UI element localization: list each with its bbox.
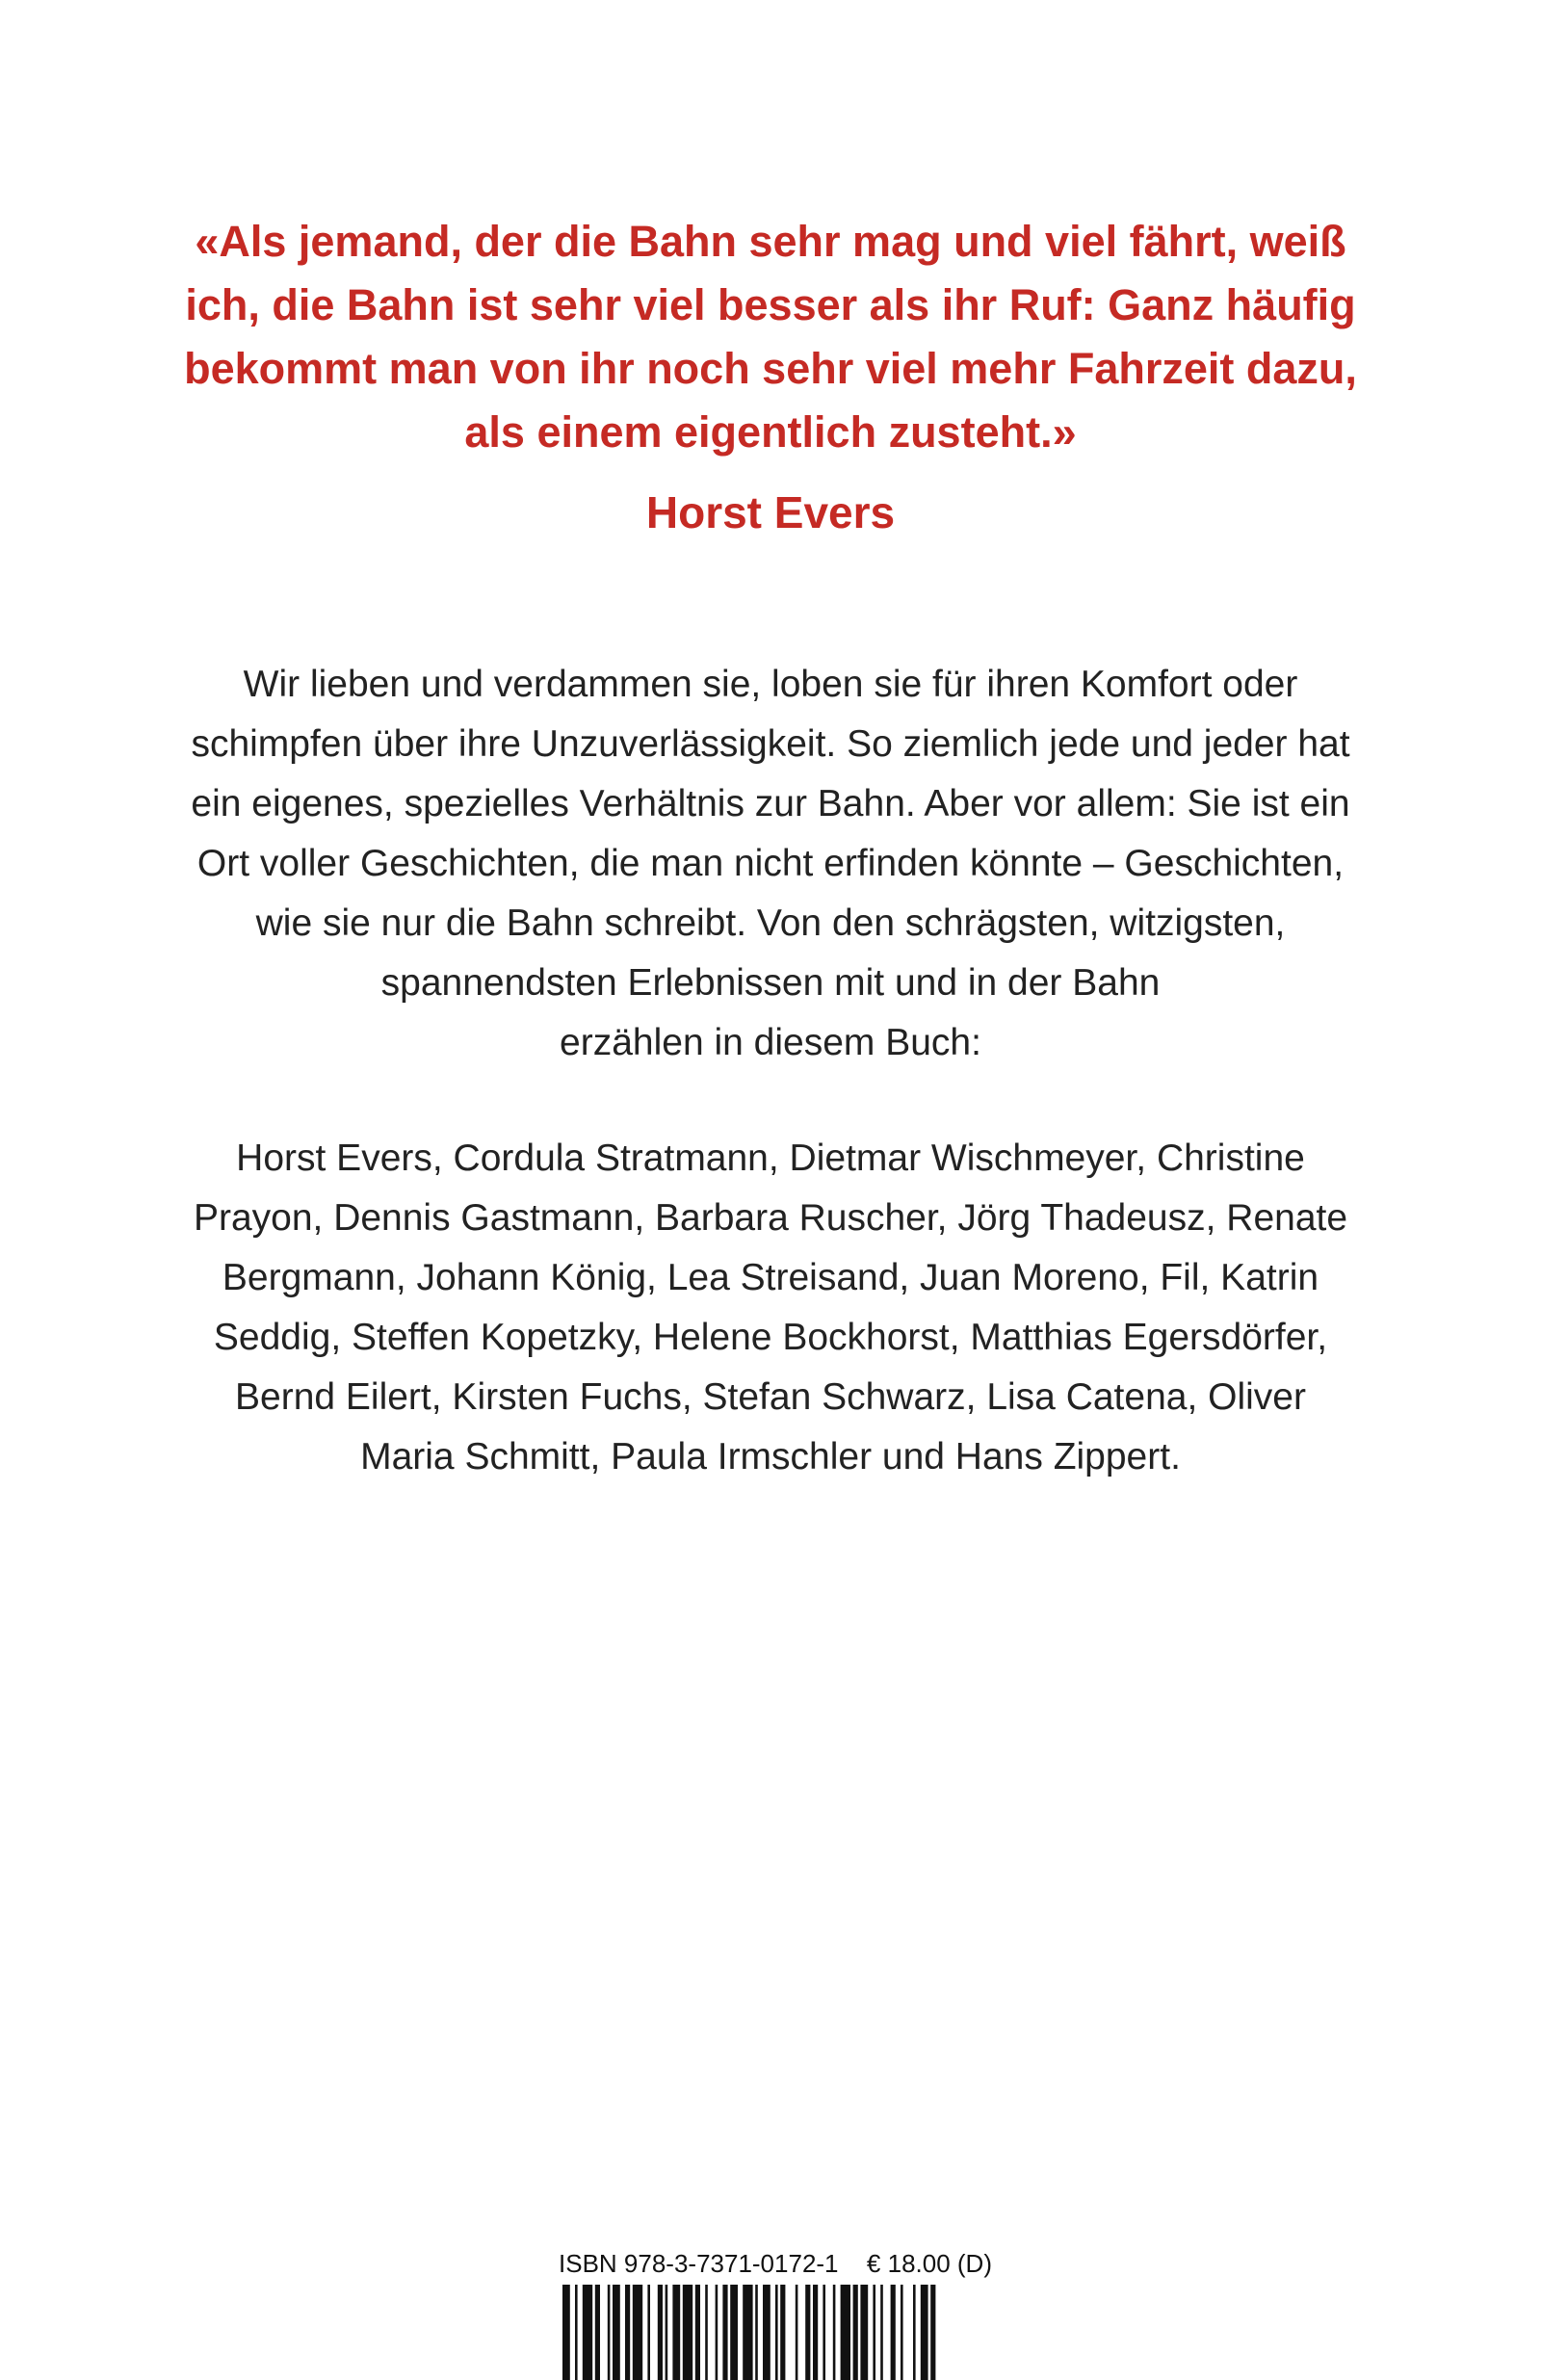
barcode-bar bbox=[672, 2285, 680, 2380]
barcode-bar bbox=[930, 2285, 935, 2380]
barcode-bar bbox=[683, 2285, 692, 2380]
barcode-bar bbox=[833, 2285, 836, 2380]
barcode-bar bbox=[625, 2285, 630, 2380]
blurb-paragraph bbox=[0, 655, 1541, 1073]
barcode-bar bbox=[775, 2285, 778, 2380]
barcode-bar bbox=[633, 2285, 642, 2380]
barcode-bar bbox=[583, 2285, 592, 2380]
blurb-line: erzählen in diesem Buch: bbox=[560, 1022, 981, 1063]
barcode-bar bbox=[658, 2285, 663, 2380]
price-label: € 18.00 (D) bbox=[866, 2248, 992, 2278]
barcode-bar bbox=[823, 2285, 825, 2380]
barcode-bar bbox=[562, 2285, 570, 2380]
barcode-bar bbox=[841, 2285, 850, 2380]
blurb-line: schimpfen über ihre Unzuverlässigkeit. So ziemlich jede und jeder hat bbox=[191, 723, 1350, 765]
blurb-line: spannendsten Erlebnissen mit und in der Bahn bbox=[380, 962, 1161, 1004]
barcode-bar bbox=[880, 2285, 883, 2380]
isbn-row bbox=[559, 2244, 992, 2283]
barcode-bar bbox=[853, 2285, 858, 2380]
barcode-bar bbox=[780, 2285, 785, 2380]
blurb-line: Ort voller Geschichten, die man nicht erfinden könnte – Geschichten, bbox=[196, 843, 1345, 884]
barcode-bar bbox=[805, 2285, 810, 2380]
quote-line: ich, die Bahn ist sehr viel besser als ihr Ruf: Ganz häufig bbox=[185, 280, 1356, 329]
quote-block bbox=[0, 210, 1541, 541]
barcode-bar bbox=[873, 2285, 875, 2380]
barcode-bar bbox=[755, 2285, 758, 2380]
barcode-bar bbox=[695, 2285, 700, 2380]
barcode-bar bbox=[796, 2285, 798, 2380]
author-list-line: Seddig, Steffen Kopetzky, Helene Bockhorst, Matthias Egersdörfer, bbox=[213, 1317, 1328, 1358]
barcode-bar bbox=[608, 2285, 611, 2380]
barcode-bar bbox=[613, 2285, 620, 2380]
author-list-line: Maria Schmitt, Paula Irmschler und Hans Zippert. bbox=[360, 1436, 1181, 1478]
barcode-bar bbox=[730, 2285, 738, 2380]
barcode-bar bbox=[666, 2285, 668, 2380]
barcode-bar bbox=[763, 2285, 770, 2380]
quote-line: bekommt man von ihr noch sehr viel mehr Fahrzeit dazu, bbox=[184, 344, 1357, 393]
barcode-icon bbox=[562, 2285, 965, 2380]
barcode-bar bbox=[743, 2285, 752, 2380]
barcode-bar bbox=[722, 2285, 727, 2380]
author-list-line: Bernd Eilert, Kirsten Fuchs, Stefan Schwarz, Lisa Catena, Oliver bbox=[235, 1376, 1306, 1418]
barcode-bar bbox=[860, 2285, 868, 2380]
blurb-line: ein eigenes, spezielles Verhältnis zur Bahn. Aber vor allem: Sie ist ein bbox=[191, 783, 1350, 824]
barcode-bar bbox=[575, 2285, 578, 2380]
author-list-line: Prayon, Dennis Gastmann, Barbara Ruscher, Jörg Thadeusz, Renate bbox=[193, 1197, 1348, 1239]
author-list-line: Bergmann, Johann König, Lea Streisand, Juan Moreno, Fil, Katrin bbox=[222, 1257, 1319, 1298]
barcode-bar bbox=[921, 2285, 928, 2380]
isbn-label: ISBN 978-3-7371-0172-1 bbox=[559, 2248, 839, 2278]
barcode-bar bbox=[705, 2285, 708, 2380]
barcode-bar bbox=[901, 2285, 903, 2380]
barcode-bar bbox=[595, 2285, 600, 2380]
quote-line: als einem eigentlich zusteht.» bbox=[464, 407, 1077, 457]
quote-line: «Als jemand, der die Bahn sehr mag und viel fährt, weiß bbox=[195, 217, 1346, 266]
blurb-line: Wir lieben und verdammen sie, loben sie für ihren Komfort oder bbox=[243, 664, 1298, 705]
barcode-bar bbox=[716, 2285, 718, 2380]
barcode-bar bbox=[913, 2285, 916, 2380]
author-list bbox=[0, 1129, 1541, 1487]
barcode-bar bbox=[891, 2285, 896, 2380]
blurb-line: wie sie nur die Bahn schreibt. Von den schrägsten, witzigsten, bbox=[255, 902, 1286, 944]
author-list-line: Horst Evers, Cordula Stratmann, Dietmar Wischmeyer, Christine bbox=[236, 1138, 1305, 1179]
barcode-bar bbox=[813, 2285, 818, 2380]
quote-author: Horst Evers bbox=[645, 487, 896, 537]
barcode-bar bbox=[647, 2285, 650, 2380]
